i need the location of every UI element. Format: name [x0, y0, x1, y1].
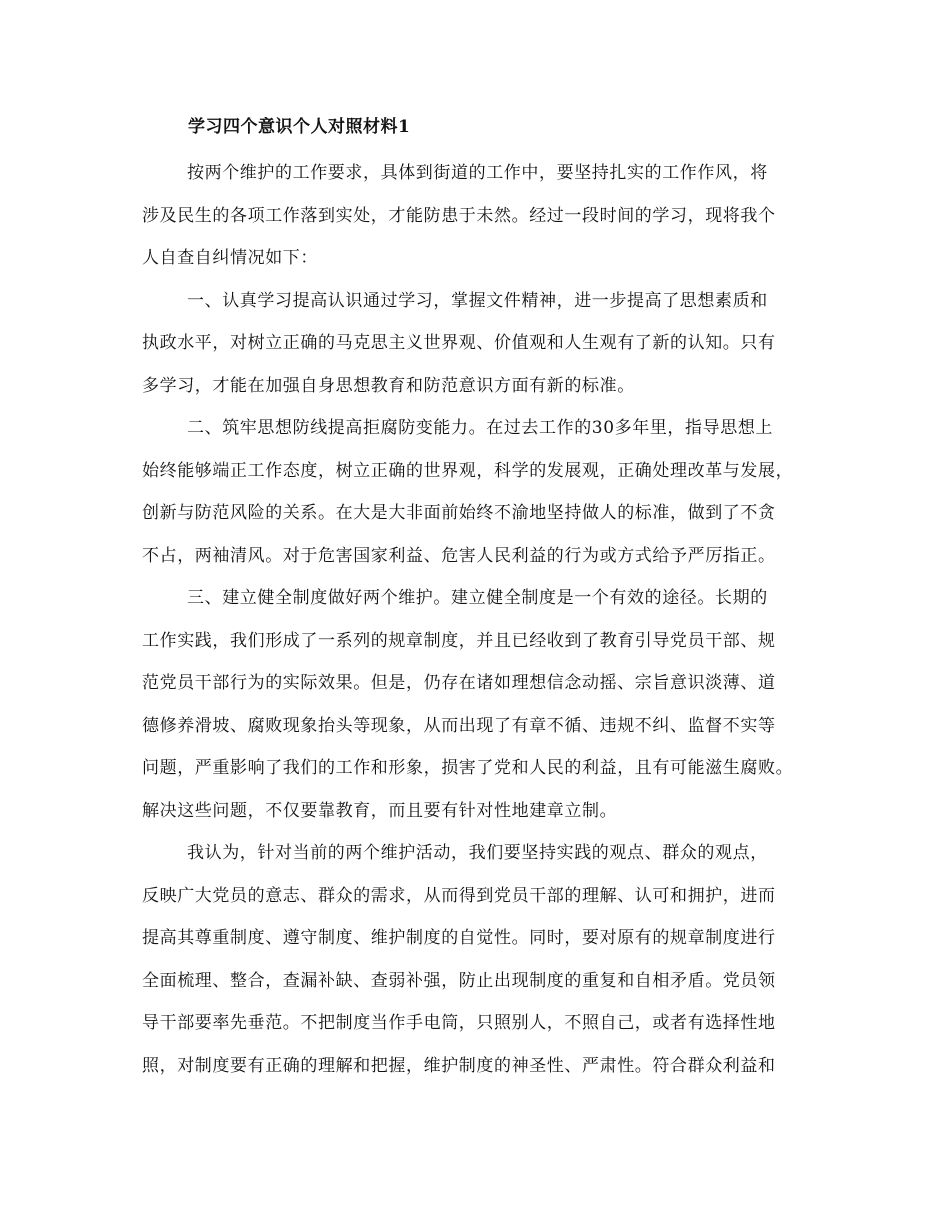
text-line: 三、建立健全制度做好两个维护。建立健全制度是一个有效的途径。长期的 [187, 588, 768, 608]
text-line: 人自查自纠情况如下： [142, 248, 318, 268]
text-line: 创新与防范风险的关系。在大是大非面前始终不渝地坚持做人的标准，做到了不贪 [142, 503, 776, 523]
document-title: 学习四个意识个人对照材料1 [188, 117, 411, 137]
text-line: 照，对制度要有正确的理解和把握，维护制度的神圣性、严肃性。符合群众利益和 [142, 1055, 776, 1076]
text-line: 一、认真学习提高认识通过学习，掌握文件精神，进一步提高了思想素质和 [187, 290, 768, 311]
text-line: 二、筑牢思想防线提高拒腐防变能力。在过去工作的30多年里，指导思想上 [187, 418, 774, 438]
text-line: 提高其尊重制度、遵守制度、维护制度的自觉性。同时，要对原有的规章制度进行 [142, 928, 776, 948]
text-line: 我认为，针对当前的两个维护活动，我们要坚持实践的观点、群众的观点， [187, 843, 768, 863]
text-line: 反映广大党员的意志、群众的需求，从而得到党员干部的理解、认可和拥护，进而 [142, 885, 776, 906]
text-line: 涉及民生的各项工作落到实处，才能防患于未然。经过一段时间的学习，现将我个 [142, 205, 776, 226]
text-line: 范党员干部行为的实际效果。但是，仍存在诸如理想信念动摇、宗旨意识淡薄、道 [142, 673, 776, 693]
text-line: 工作实践，我们形成了一系列的规章制度，并且已经收到了教育引导党员干部、规 [142, 630, 776, 651]
text-line: 多学习，才能在加强自身思想教育和防范意识方面有新的标准。 [142, 375, 635, 396]
text-line: 导干部要率先垂范。不把制度当作手电筒，只照别人，不照自己，或者有选择性地 [142, 1013, 776, 1033]
text-line: 执政水平，对树立正确的马克思主义世界观、价值观和人生观有了新的认知。只有 [142, 333, 776, 353]
text-line: 解决这些问题，不仅要靠教育，而且要有针对性地建章立制。 [142, 800, 618, 821]
text-line: 问题，严重影响了我们的工作和形象，损害了党和人民的利益，且有可能滋生腐败。 [142, 758, 794, 778]
text-line: 全面梳理、整合，查漏补缺、查弱补强，防止出现制度的重复和自相矛盾。党员领 [142, 970, 776, 991]
text-line: 按两个维护的工作要求，具体到街道的工作中，要坚持扎实的工作作风，将 [187, 163, 768, 183]
text-line: 不占，两袖清风。对于危害国家利益、危害人民利益的行为或方式给予严厉指正。 [142, 545, 776, 566]
text-line: 德修养滑坡、腐败现象抬头等现象，从而出现了有章不循、违规不纠、监督不实等 [142, 715, 776, 736]
text-line: 始终能够端正工作态度，树立正确的世界观，科学的发展观，正确处理改革与发展， [142, 460, 794, 481]
